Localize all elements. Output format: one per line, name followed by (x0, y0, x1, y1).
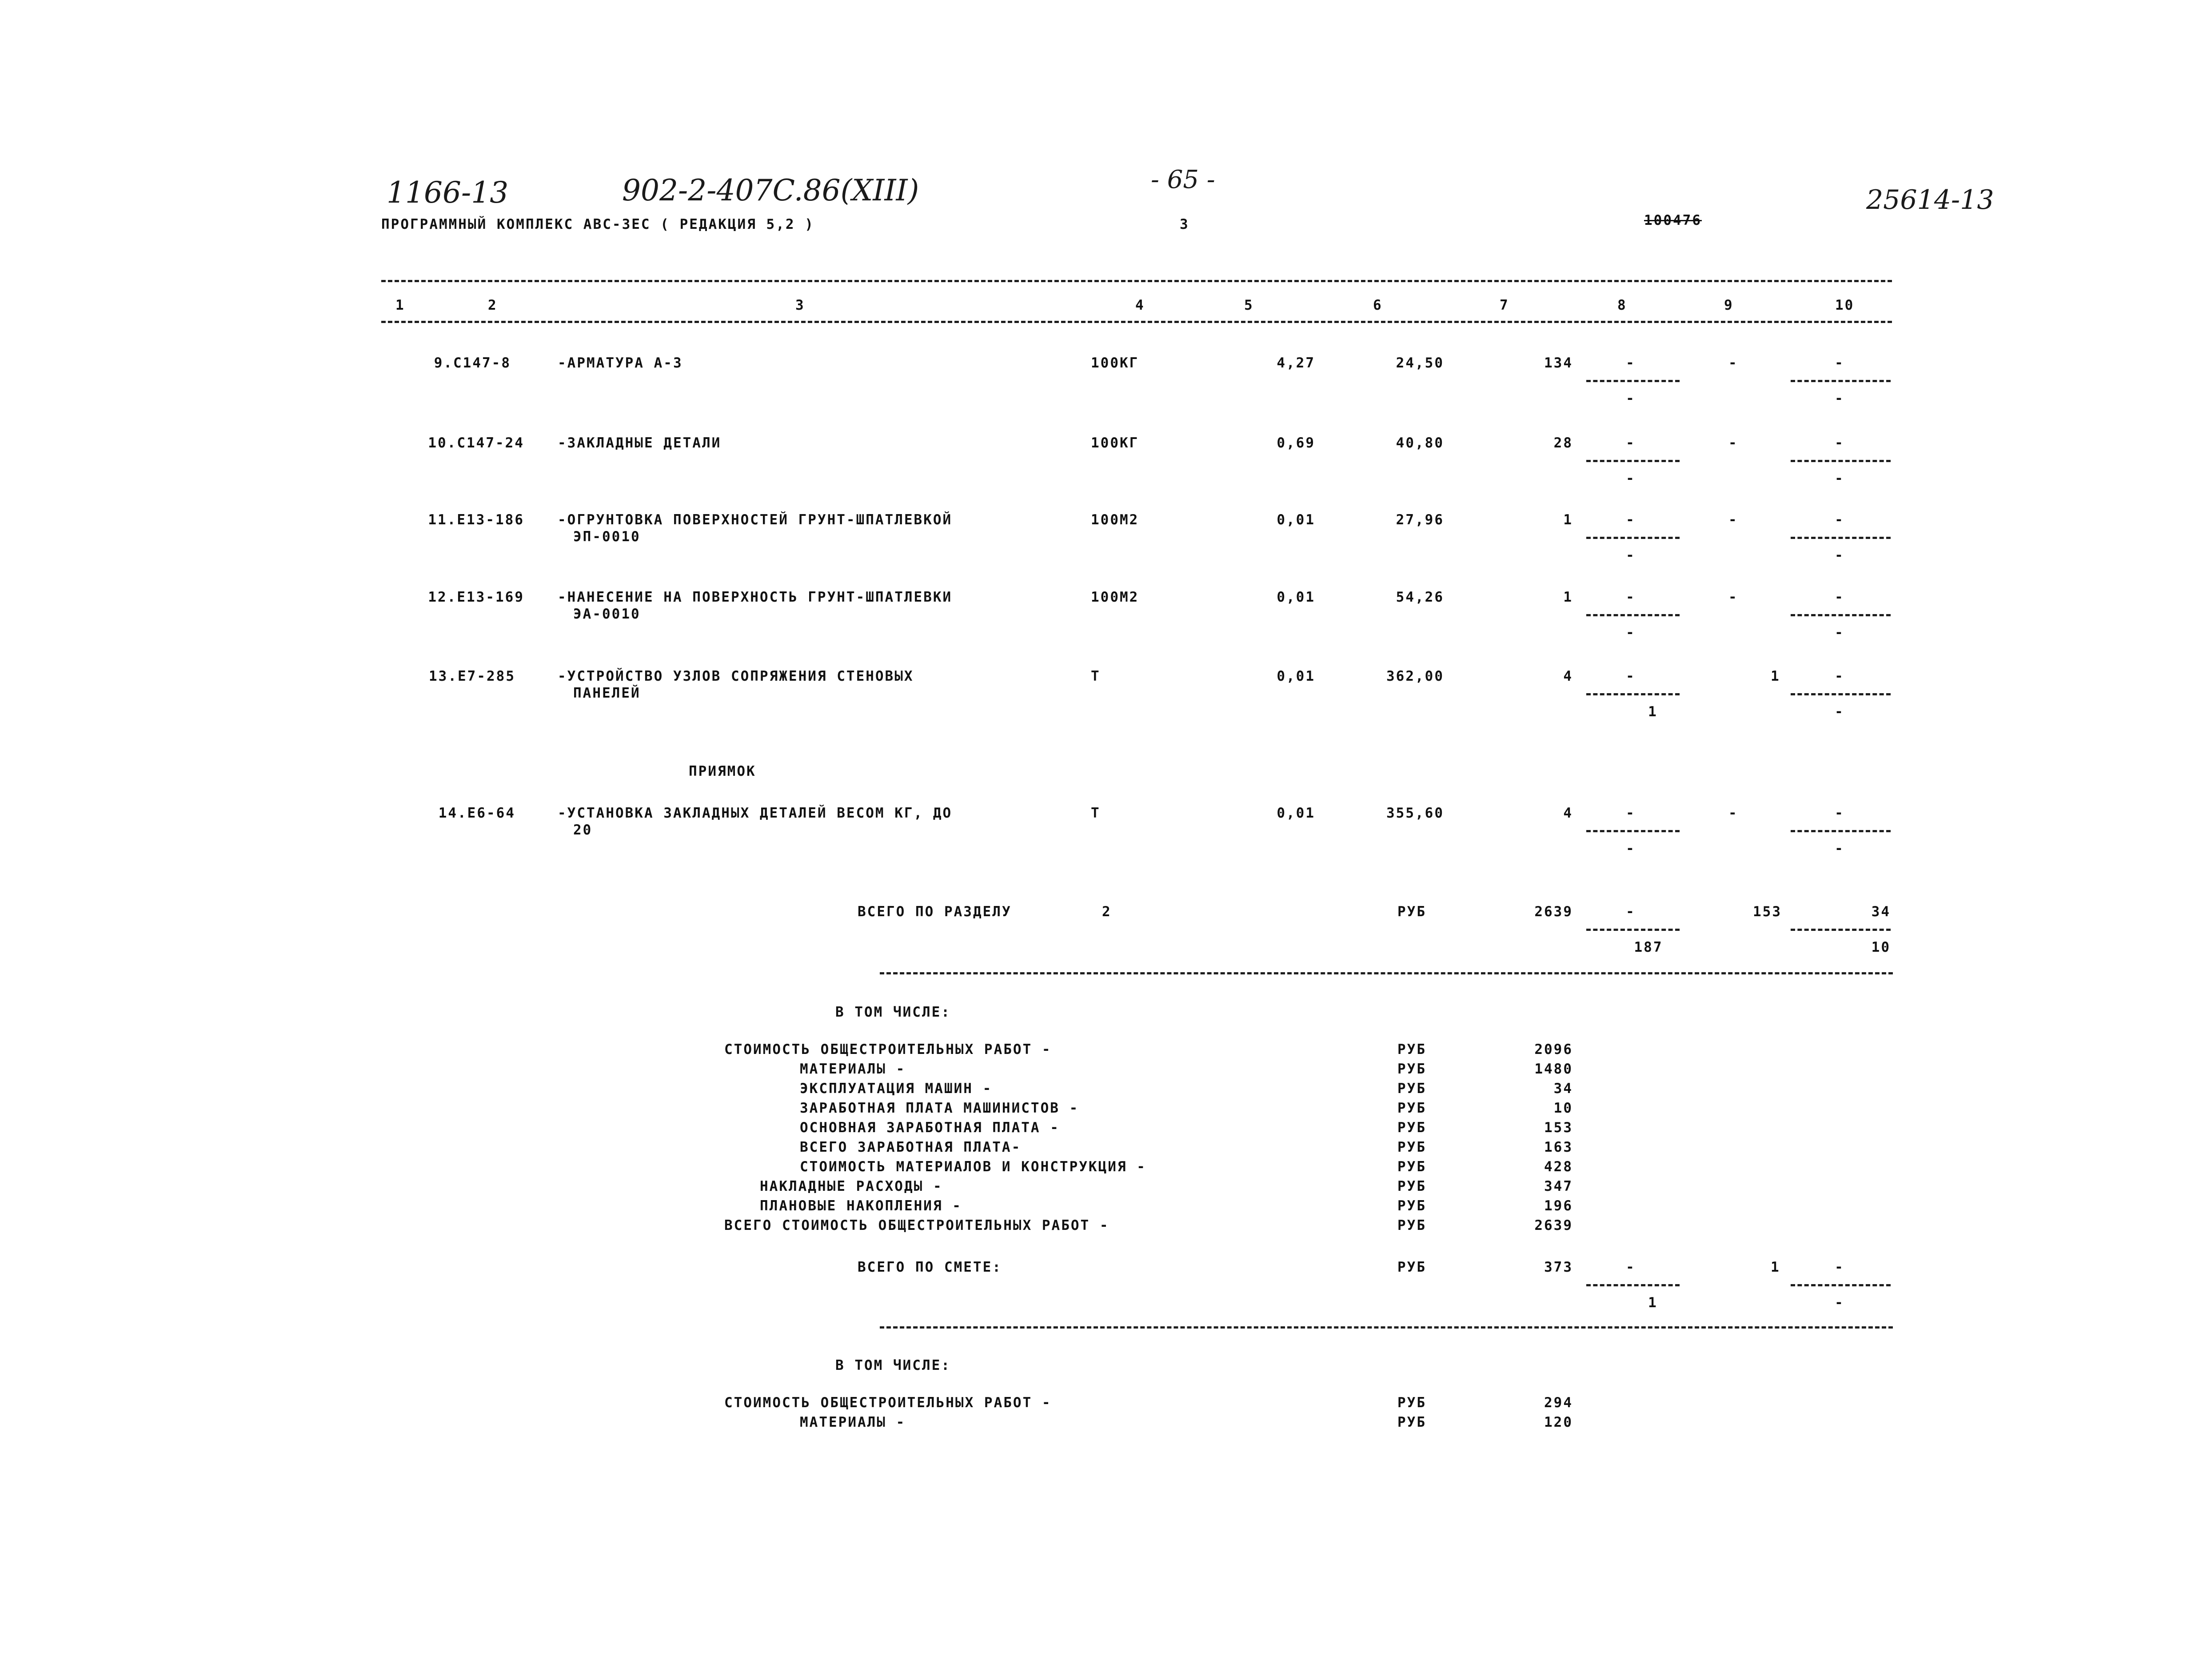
section-total-num: 2 (1102, 904, 1112, 920)
breakdown-item-value: 1480 (1534, 1061, 1573, 1077)
table-top-rule (381, 280, 1892, 282)
breakdown-item-value: 163 (1544, 1139, 1573, 1155)
breakdown-labels (724, 1040, 1146, 1235)
handwritten-project-code: 902-2-407C.86(XIII) (622, 173, 919, 208)
row-col8-rule (1586, 614, 1680, 616)
estimate-total-col8-rule (1586, 1284, 1680, 1286)
row-name: -НАНЕСЕНИЕ НА ПОВЕРХНОСТЬ ГРУНТ-ШПАТЛЕВКИ (558, 589, 953, 605)
estimate-total-col10-top: - (1835, 1259, 1844, 1275)
breakdown-item-unit: РУБ (1397, 1217, 1426, 1233)
row-qty: 0,69 (1277, 435, 1315, 451)
row-name-cont: ЭА-0010 (573, 606, 641, 622)
row-name: -ЗАКЛАДНЫЕ ДЕТАЛИ (558, 435, 722, 451)
estimate-total-unit: РУБ (1397, 1259, 1426, 1275)
col-num-3: 3 (795, 297, 805, 313)
row-price: 54,26 (1396, 589, 1444, 605)
section-total-label: ВСЕГО ПО РАЗДЕЛУ (858, 904, 1012, 920)
breakdown-item-value: 34 (1553, 1081, 1573, 1097)
section-total-col8-rule (1586, 929, 1680, 931)
row-col10-rule (1791, 380, 1891, 382)
breakdown2-item-label: СТОИМОСТЬ ОБЩЕСТРОИТЕЛЬНЫХ РАБОТ - (724, 1395, 1052, 1411)
row-code: 13.Е7-285 (429, 668, 515, 684)
breakdown-item-value: 10 (1553, 1100, 1573, 1116)
section-total-col9: 153 (1753, 904, 1782, 920)
row-col8-rule (1586, 460, 1680, 462)
estimate-total-col10-bottom: - (1835, 1295, 1844, 1311)
col-num-4: 4 (1135, 297, 1145, 313)
row-col10-bottom: - (1835, 841, 1844, 857)
row-qty: 0,01 (1277, 512, 1315, 528)
row-price: 24,50 (1396, 355, 1444, 371)
breakdown-item-unit: РУБ (1397, 1198, 1426, 1214)
row-price: 40,80 (1396, 435, 1444, 451)
row-col9: - (1728, 512, 1738, 528)
row-col9: 1 (1771, 668, 1780, 684)
breakdown-item-label: ВСЕГО ЗАРАБОТНАЯ ПЛАТА- (800, 1139, 1022, 1155)
row-col10-bottom: - (1835, 704, 1844, 720)
row-col8-top: - (1626, 512, 1636, 528)
row-name: -УСТРОЙСТВО УЗЛОВ СОПРЯЖЕНИЯ СТЕНОВЫХ (558, 668, 914, 684)
section-total-unit: РУБ (1397, 904, 1426, 920)
row-code: 9.С147-8 (434, 355, 511, 371)
row-col9: - (1728, 355, 1738, 371)
breakdown2-units (1397, 1393, 1426, 1432)
breakdown-item-label: СТОИМОСТЬ МАТЕРИАЛОВ И КОНСТРУКЦИЯ - (800, 1159, 1146, 1175)
row-unit: 100М2 (1091, 512, 1139, 528)
row-col8-top: - (1626, 805, 1636, 821)
breakdown-item-unit: РУБ (1397, 1061, 1426, 1077)
row-unit: Т (1091, 668, 1101, 684)
breakdown-item-unit: РУБ (1397, 1100, 1426, 1116)
breakdown-values (1502, 1040, 1573, 1235)
breakdown2-item-unit: РУБ (1397, 1395, 1426, 1411)
row-col10-rule (1791, 537, 1891, 539)
row-price: 355,60 (1386, 805, 1444, 821)
estimate-total-col10-rule (1791, 1284, 1891, 1286)
breakdown-item-label: ЗАРАБОТНАЯ ПЛАТА МАШИНИСТОВ - (800, 1100, 1079, 1116)
estimate-total-col9: 1 (1771, 1259, 1780, 1275)
breakdown2-item-value: 294 (1544, 1395, 1573, 1411)
row-col8-bottom: - (1626, 471, 1636, 487)
row-col8-rule (1586, 830, 1680, 832)
handwritten-page-number: - 65 - (1151, 165, 1215, 194)
row-col9: - (1728, 589, 1738, 605)
row-col8-bottom: - (1626, 547, 1636, 563)
section-total-col10-rule (1791, 929, 1891, 931)
col-num-1: 1 (395, 297, 405, 313)
breakdown-item-unit: РУБ (1397, 1120, 1426, 1136)
row-col10-top: - (1835, 805, 1844, 821)
row-qty: 0,01 (1277, 668, 1315, 684)
row-total: 28 (1553, 435, 1573, 451)
breakdown-item-unit: РУБ (1397, 1042, 1426, 1057)
col-num-9: 9 (1724, 297, 1734, 313)
breakdown2-labels (724, 1393, 1052, 1432)
breakdown-item-value: 347 (1544, 1178, 1573, 1194)
row-total: 134 (1544, 355, 1573, 371)
handwritten-document-id: 25614-13 (1866, 184, 1994, 215)
program-line: ПРОГРАММНЫЙ КОМПЛЕКС АВС-ЗЕС ( РЕДАКЦИЯ 5,2 ) (381, 216, 814, 232)
row-col8-top: - (1626, 668, 1636, 684)
row-col8-top: - (1626, 355, 1636, 371)
breakdown-item-label: НАКЛАДНЫЕ РАСХОДЫ - (760, 1178, 943, 1194)
breakdown2-item-value: 120 (1544, 1414, 1573, 1430)
row-total: 4 (1563, 805, 1573, 821)
row-name: -ОГРУНТОВКА ПОВЕРХНОСТЕЙ ГРУНТ-ШПАТЛЕВКОЙ (558, 512, 953, 528)
row-name-cont: ЭП-0010 (573, 529, 641, 545)
breakdown-item-unit: РУБ (1397, 1081, 1426, 1097)
row-qty: 0,01 (1277, 589, 1315, 605)
section-total-col10-bottom: 10 (1871, 939, 1891, 955)
breakdown-item-value: 2096 (1534, 1042, 1573, 1057)
row-col10-top: - (1835, 589, 1844, 605)
row-col10-top: - (1835, 435, 1844, 451)
section-total-col8-top: - (1626, 904, 1636, 920)
row-col10-bottom: - (1835, 391, 1844, 407)
table-header-rule (381, 321, 1892, 323)
row-col10-top: - (1835, 668, 1844, 684)
row-unit: 100М2 (1091, 589, 1139, 605)
breakdown-item-unit: РУБ (1397, 1159, 1426, 1175)
breakdown-item-value: 428 (1544, 1159, 1573, 1175)
row-price: 27,96 (1396, 512, 1444, 528)
row-total: 1 (1563, 589, 1573, 605)
breakdown-item-label: СТОИМОСТЬ ОБЩЕСТРОИТЕЛЬНЫХ РАБОТ - (724, 1042, 1052, 1057)
col-num-10: 10 (1835, 297, 1855, 313)
breakdown-item-label: ПЛАНОВЫЕ НАКОПЛЕНИЯ - (760, 1198, 962, 1214)
row-code: 10.С147-24 (428, 435, 524, 451)
row-col10-rule (1791, 460, 1891, 462)
row-col8-top: - (1626, 435, 1636, 451)
breakdown-item-value: 153 (1544, 1120, 1573, 1136)
row-col10-bottom: - (1835, 625, 1844, 641)
row-qty: 4,27 (1277, 355, 1315, 371)
breakdown-item-unit: РУБ (1397, 1139, 1426, 1155)
row-unit: Т (1091, 805, 1101, 821)
row-name-cont: 20 (573, 822, 593, 838)
breakdown2-item-unit: РУБ (1397, 1414, 1426, 1430)
row-col10-rule (1791, 614, 1891, 616)
row-code: 11.Е13-186 (428, 512, 524, 528)
breakdown-item-label: ВСЕГО СТОИМОСТЬ ОБЩЕСТРОИТЕЛЬНЫХ РАБОТ - (724, 1217, 1109, 1233)
row-name-cont: ПАНЕЛЕЙ (573, 685, 641, 701)
row-price: 362,00 (1386, 668, 1444, 684)
row-col10-top: - (1835, 512, 1844, 528)
row-total: 1 (1563, 512, 1573, 528)
row-name: -АРМАТУРА А-3 (558, 355, 683, 371)
including-label: В ТОМ ЧИСЛЕ: (835, 1004, 951, 1020)
handwritten-sheet-number: 1166-13 (387, 176, 509, 210)
estimate-total-col8-top: - (1626, 1259, 1636, 1275)
col-num-7: 7 (1500, 297, 1509, 313)
col-num-8: 8 (1617, 297, 1627, 313)
section-total-rule (880, 972, 1893, 974)
breakdown-units (1397, 1040, 1426, 1235)
row-col8-rule (1586, 380, 1680, 382)
breakdown-item-value: 2639 (1534, 1217, 1573, 1233)
breakdown-item-label: МАТЕРИАЛЫ - (800, 1061, 906, 1077)
row-col10-rule (1791, 830, 1891, 832)
estimate-total-label: ВСЕГО ПО СМЕТЕ: (858, 1259, 1002, 1275)
section-total-col8-bottom: 187 (1634, 939, 1663, 955)
col-num-5: 5 (1244, 297, 1254, 313)
breakdown-item-unit: РУБ (1397, 1178, 1426, 1194)
estimate-total-col8-bottom: 1 (1648, 1295, 1658, 1311)
row-col8-bottom: - (1626, 391, 1636, 407)
row-code: 12.Е13-169 (428, 589, 524, 605)
breakdown-item-label: ОСНОВНАЯ ЗАРАБОТНАЯ ПЛАТА - (800, 1120, 1060, 1136)
row-col10-top: - (1835, 355, 1844, 371)
breakdown2-item-label: МАТЕРИАЛЫ - (800, 1414, 906, 1430)
row-col8-bottom: - (1626, 625, 1636, 641)
col-num-2: 2 (488, 297, 498, 313)
estimate-total-sum: 373 (1544, 1259, 1573, 1275)
row-name: -УСТАНОВКА ЗАКЛАДНЫХ ДЕТАЛЕЙ ВЕСОМ КГ, ДО (558, 805, 953, 821)
row-col8-bottom: - (1626, 841, 1636, 857)
breakdown-item-label: ЭКСПЛУАТАЦИЯ МАШИН - (800, 1081, 993, 1097)
row-col10-bottom: - (1835, 471, 1844, 487)
page-no: 3 (1180, 216, 1189, 232)
row-code: 14.Е6-64 (438, 805, 515, 821)
row-total: 4 (1563, 668, 1573, 684)
section-total-col10-top: 34 (1871, 904, 1891, 920)
col-num-6: 6 (1373, 297, 1383, 313)
estimate-total-rule (880, 1326, 1893, 1329)
row-unit: 100КГ (1091, 435, 1139, 451)
stamp-text: 100476 (1644, 212, 1702, 228)
row-col8-top: - (1626, 589, 1636, 605)
row-col8-rule (1586, 693, 1680, 695)
row-col9: - (1728, 435, 1738, 451)
including-label-2: В ТОМ ЧИСЛЕ: (835, 1357, 951, 1373)
row-qty: 0,01 (1277, 805, 1315, 821)
row-col8-bottom: 1 (1648, 704, 1658, 720)
section-heading: ПРИЯМОК (689, 763, 756, 779)
breakdown2-values (1502, 1393, 1573, 1432)
row-col9: - (1728, 805, 1738, 821)
row-unit: 100КГ (1091, 355, 1139, 371)
row-col8-rule (1586, 537, 1680, 539)
section-total-sum: 2639 (1534, 904, 1573, 920)
row-col10-bottom: - (1835, 547, 1844, 563)
breakdown-item-value: 196 (1544, 1198, 1573, 1214)
row-col10-rule (1791, 693, 1891, 695)
